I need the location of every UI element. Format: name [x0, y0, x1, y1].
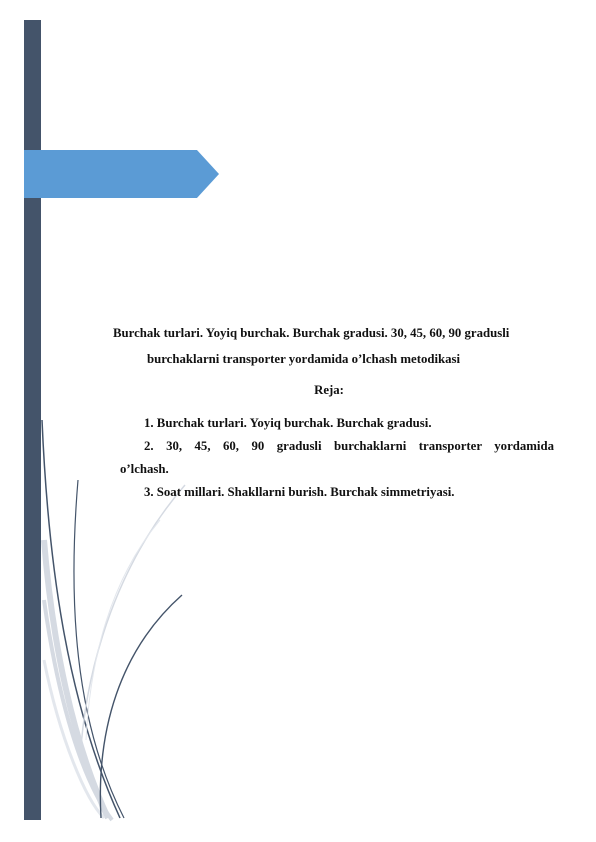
document-title-line-2: burchaklarni transporter yordamida o’lchash metodikasi — [147, 352, 461, 366]
document-title-line-1: Burchak turlari. Yoyiq burchak. Burchak gradusi. 30, 45, 60, 90 gradusli — [113, 326, 510, 340]
plan-item-3: 3. Soat millari. Shakllarni burish. Burchak simmetriyasi. — [144, 485, 455, 499]
plan-item-2: 2. 30, 45, 60, 90 gradusli burchaklarni transporter yordamida — [144, 439, 554, 453]
plan-heading: Reja: — [314, 383, 344, 397]
plan-item-2-continuation: o’lchash. — [120, 462, 169, 476]
plan-item-1: 1. Burchak turlari. Yoyiq burchak. Burchak gradusi. — [144, 416, 432, 430]
